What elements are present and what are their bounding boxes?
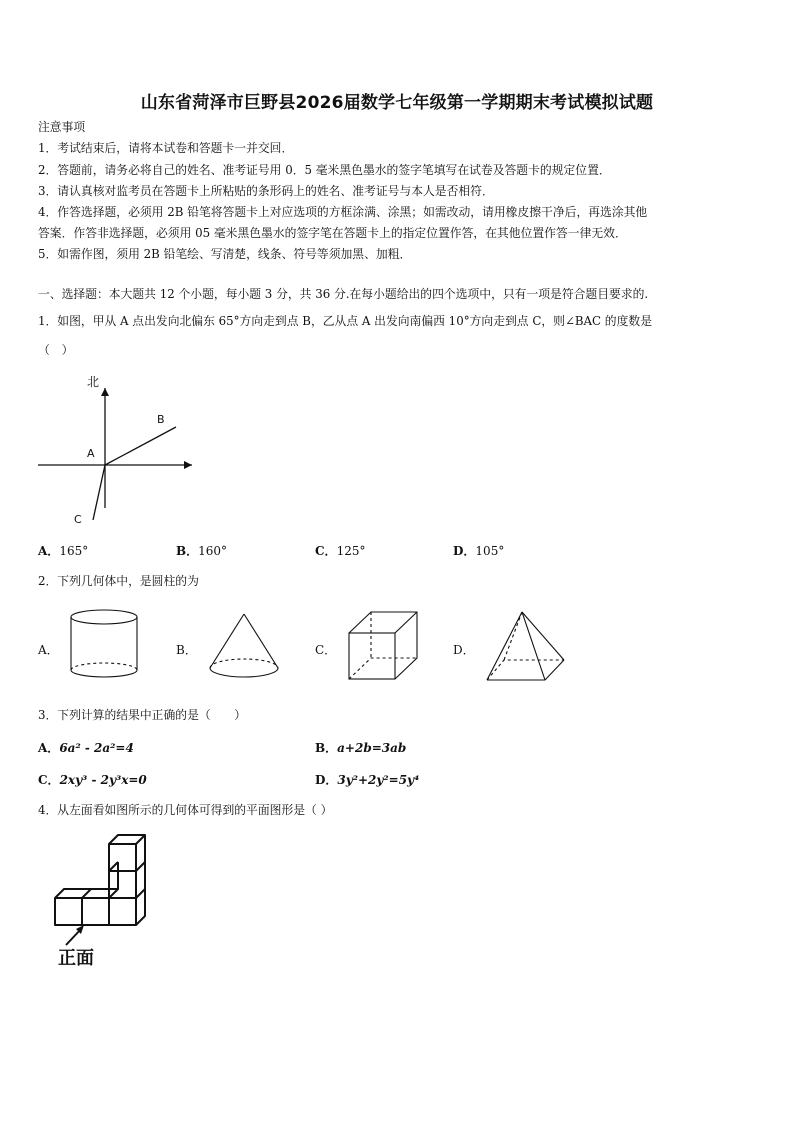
point-a-label: A [87,447,95,460]
notice-heading: 注意事项 [38,120,86,134]
notice-item: 1．考试结束后，请将本试卷和答题卡一并交回． [38,141,294,155]
q3-option-d: D．3y²+2y²=5y⁴ [315,773,420,787]
question-4-stem: 4．从左面看如图所示的几何体可得到的平面图形是（ ） [38,803,333,817]
notice-item: 3．请认真核对监考员在答题卡上所粘贴的条形码上的姓名、准考证号与本人是否相符． [38,184,494,198]
q3-option-c: C．2xy³ - 2y³x=0 [38,773,147,787]
section-heading: 一、选择题：本大题共 12 个小题，每小题 3 分，共 36 分.在每小题给出的四个选项中，只有一项是符合题目要求的. [38,287,649,301]
q2-option-c-label: C． [315,643,337,657]
q2-option-a-label: A． [38,643,59,657]
point-c-label: C [74,513,82,526]
question-2-stem: 2．下列几何体中，是圆柱的为 [38,574,199,588]
north-label: 北 [87,375,100,389]
question-1-stem: 1．如图，甲从 A 点出发向北偏东 65°方向走到点 B，乙从点 A 出发向南偏西 10°方向走到点 C，则∠BAC 的度数是 [38,314,652,328]
notice-item: 2．答题前，请务必将自己的姓名、准考证号用 0．5 毫米黑色墨水的签字笔填写在试卷及答题卡的规定位置． [38,163,611,177]
q3-option-a: A．6a² - 2a²=4 [38,741,134,755]
front-view-label: 正面 [58,948,94,969]
q1-option-b: B．160° [176,544,228,558]
q1-option-d: D．105° [453,544,505,558]
q1-option-a: A．165° [38,544,89,558]
notice-item: 答案．作答非选择题，必须用 05 毫米黑色墨水的签字笔在答题卡上的指定位置作答，在其他位置作答一律无效． [38,226,627,240]
q2-option-d-label: D． [453,643,475,657]
point-b-label: B [157,413,165,426]
notice-item: 4．作答选择题，必须用 2B 铅笔将答题卡上对应选项的方框涂满、涂黑；如需改动，请用橡皮擦干净后，再选涂其他 [38,205,648,219]
question-1-paren: （ ） [38,343,74,357]
question-3-stem: 3．下列计算的结果中正确的是（ ） [38,708,247,722]
q2-option-b-label: B． [176,643,197,657]
page-title: 山东省菏泽市巨野县2026届数学七年级第一学期期末考试模拟试题 [140,93,654,113]
notice-item: 5．如需作图，须用 2B 铅笔绘、写清楚，线条、符号等须加黑、加粗． [38,247,412,261]
q1-option-c: C．125° [315,544,366,558]
q3-option-b: B．a+2b=3ab [315,741,407,755]
